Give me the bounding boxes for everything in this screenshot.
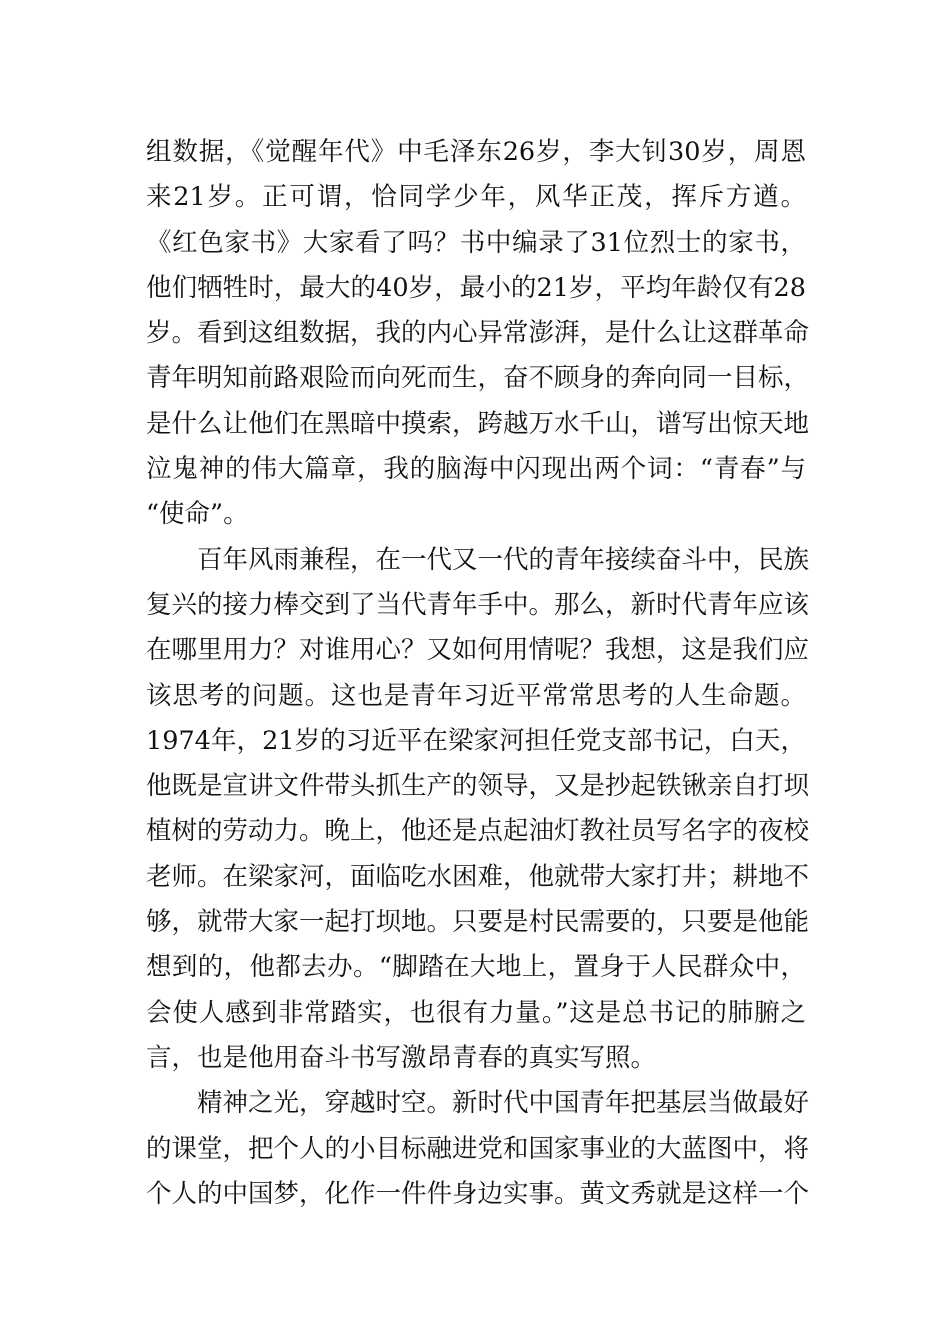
text-line: 他们牺牲时，最大的40岁，最小的21岁，平均年龄仅有28 [146,272,806,303]
text-line: 青年明知前路艰险而向死而生，奋不顾身的奔向同一目标， [146,363,810,394]
document-body [146,130,810,1217]
text-line: 在哪里用力？对谁用心？又如何用情呢？我想，这是我们应 [146,635,810,666]
text-line: 《红色家书》大家看了吗？书中编录了31位烈士的家书， [146,227,806,258]
text-line: 会使人感到非常踏实，也很有力量。”这是总书记的肺腑之 [146,997,806,1028]
text-line: 个人的中国梦，化作一件件身边实事。黄文秀就是这样一个 [146,1178,810,1209]
paragraph-first-line: 精神之光，穿越时空。新时代中国青年把基层当做最好 [197,1088,810,1119]
text-line: 是什么让他们在黑暗中摸索，跨越万水千山，谱写出惊天地 [146,408,810,439]
text-line: 他既是宣讲文件带头抓生产的领导，又是抄起铁锹亲自打坝 [146,771,810,802]
text-line: 组数据，《觉醒年代》中毛泽东26岁，李大钊30岁，周恩 [146,137,806,167]
text-line: 够，就带大家一起打坝地。只要是村民需要的，只要是他能 [146,907,810,938]
text-line: “使命”。 [146,499,249,530]
text-line: 泣鬼神的伟大篇章，我的脑海中闪现出两个词：“青春”与 [146,454,806,485]
text-line: 岁。看到这组数据，我的内心异常澎湃，是什么让这群革命 [146,318,810,349]
text-line: 老师。在梁家河，面临吃水困难，他就带大家打井；耕地不 [146,861,810,892]
paragraph-first-line: 百年风雨兼程，在一代又一代的青年接续奋斗中，民族 [197,544,810,575]
text-line: 想到的，他都去办。“脚踏在大地上，置身于人民群众中， [146,952,806,983]
text-line: 的课堂，把个人的小目标融进党和国家事业的大蓝图中，将 [146,1133,810,1164]
text-line: 1974年，21岁的习近平在梁家河担任党支部书记，白天， [146,725,806,756]
text-line: 该思考的问题。这也是青年习近平常常思考的人生命题。 [146,680,806,711]
text-line: 复兴的接力棒交到了当代青年手中。那么，新时代青年应该 [146,589,810,620]
text-line: 植树的劳动力。晚上，他还是点起油灯教社员写名字的夜校 [146,816,810,847]
text-line: 来21岁。正可谓，恰同学少年，风华正茂，挥斥方遒。 [146,182,806,213]
text-line: 言，也是他用奋斗书写激昂青春的真实写照。 [146,1042,657,1073]
